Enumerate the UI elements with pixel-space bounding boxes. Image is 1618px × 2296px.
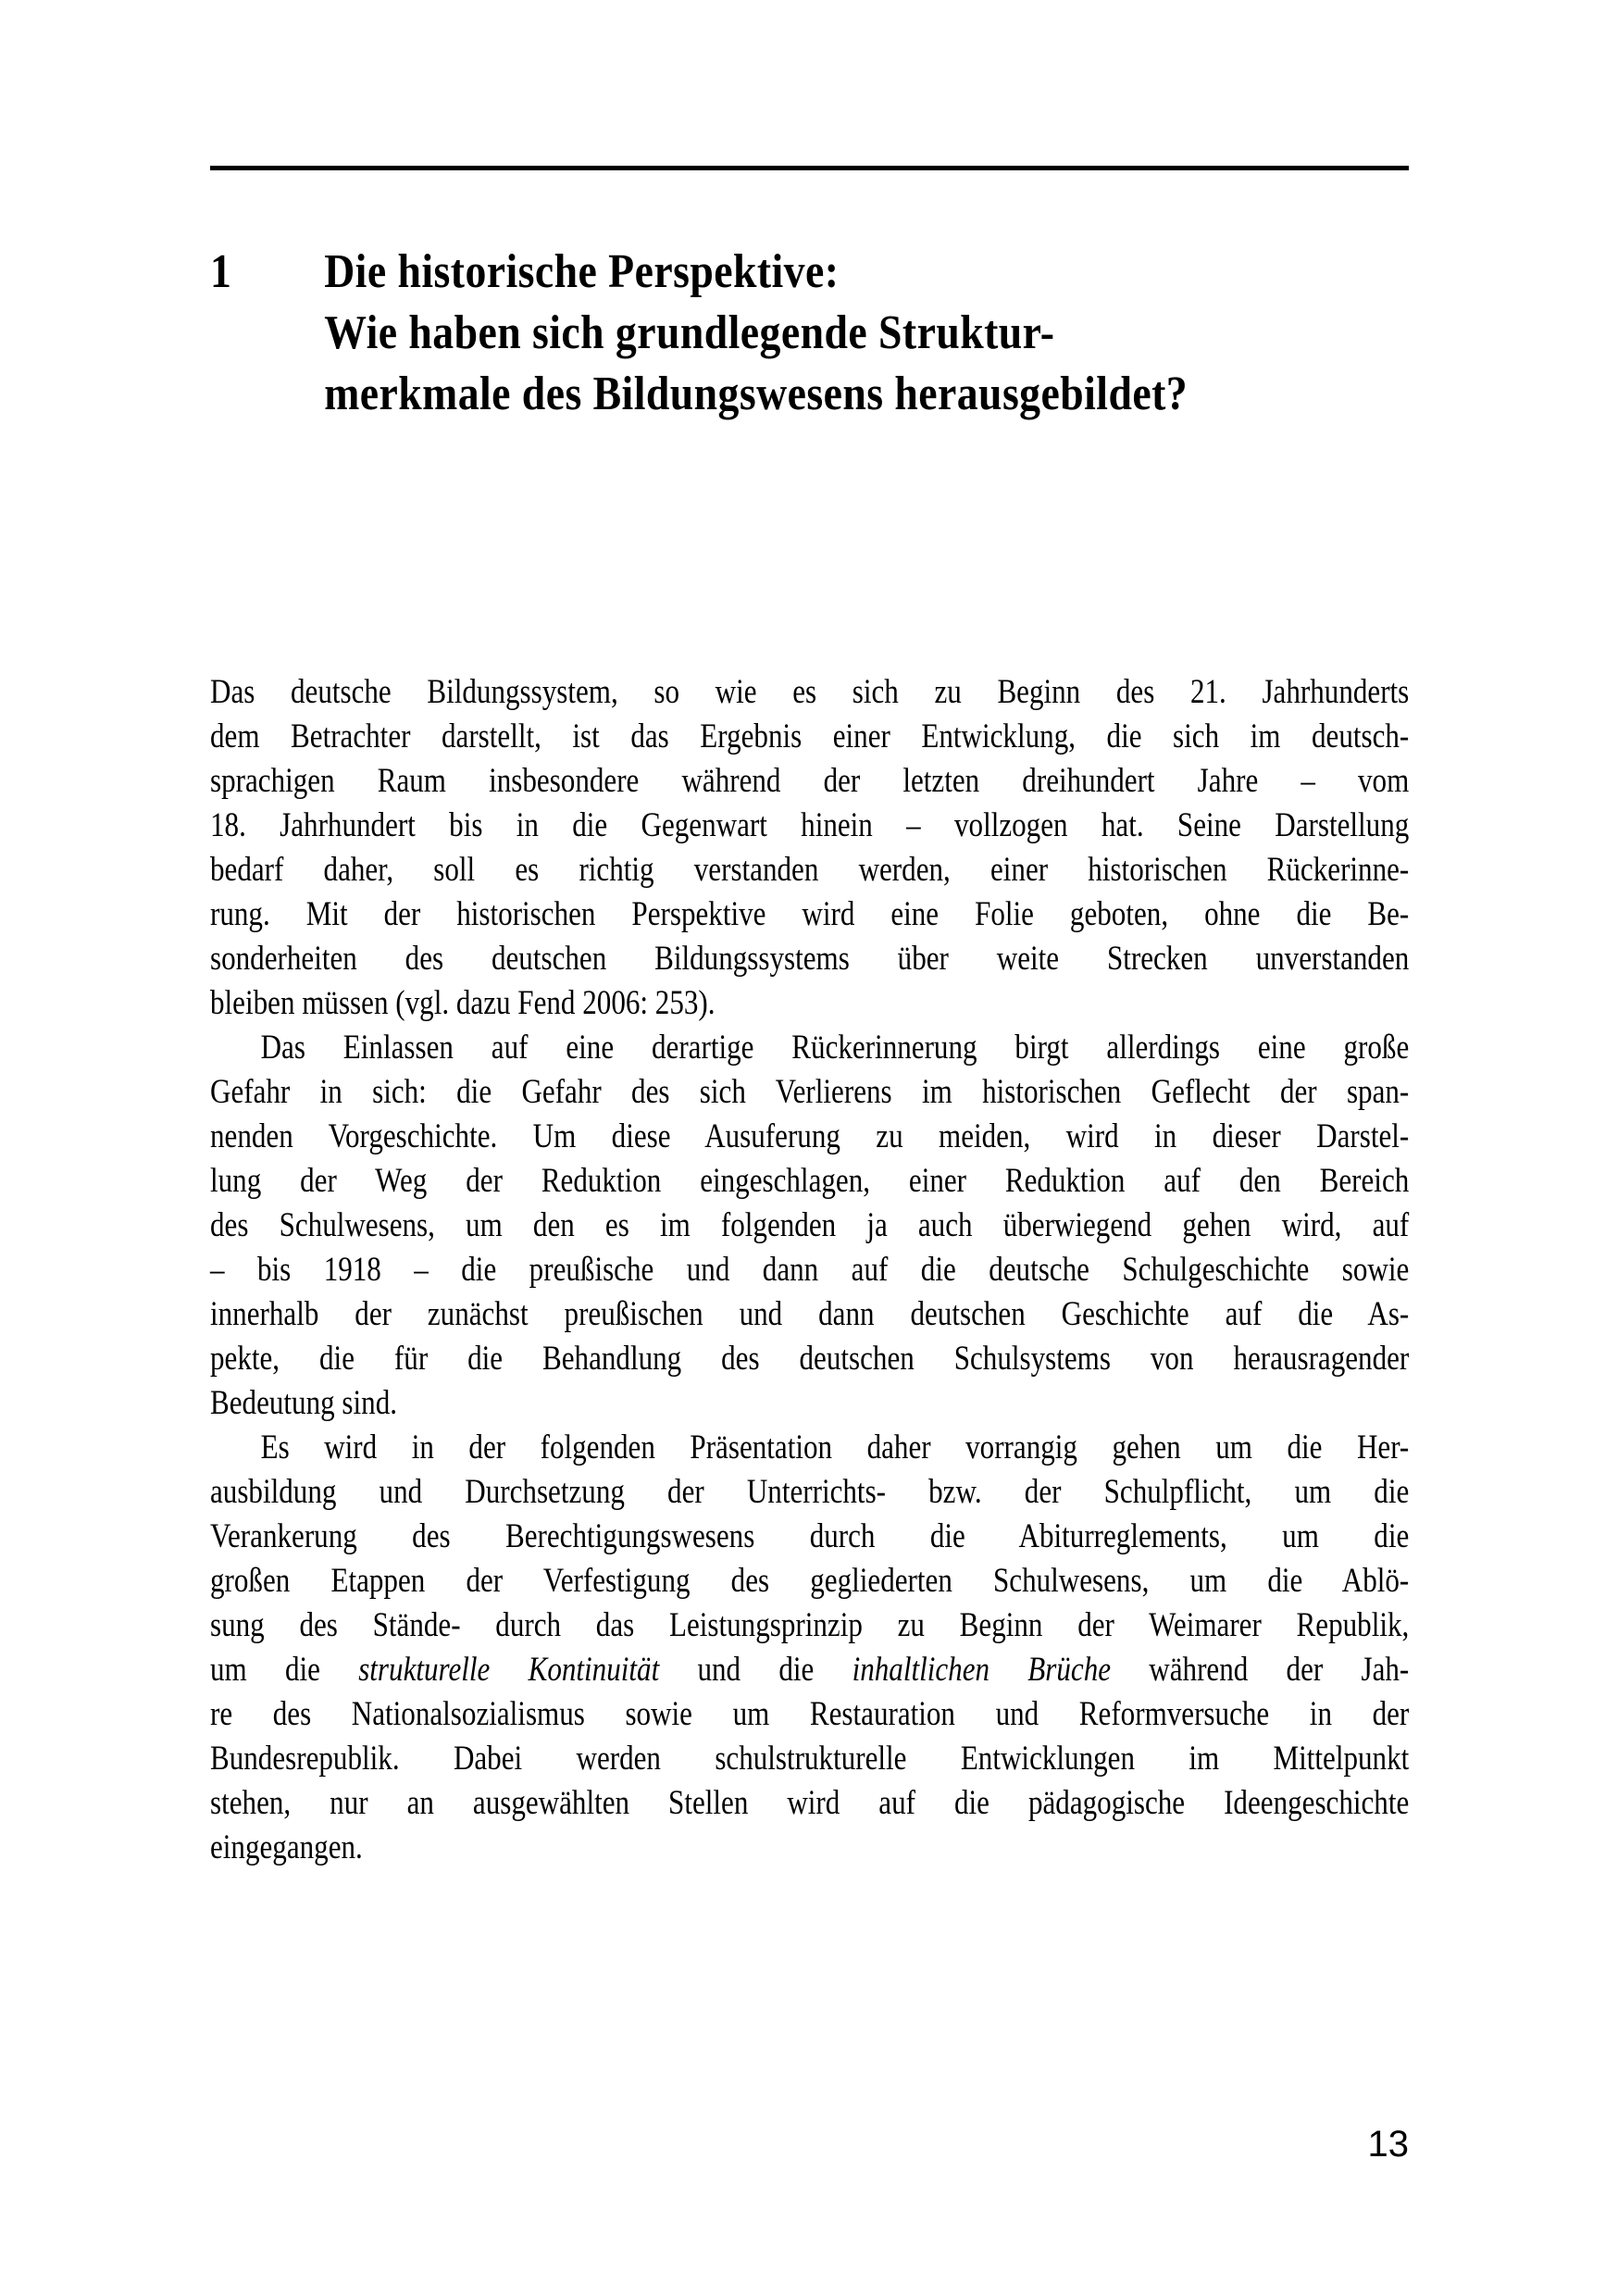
body-line: des Schulwesens, um den es im folgenden ja auch überwiegend gehen wird, auf [210,1206,1410,1244]
body-line: bleiben müssen (vgl. dazu Fend 2006: 253). [210,984,716,1022]
chapter-number: 1 [210,245,232,298]
body-line: nenden Vorgeschichte. Um diese Ausuferung zu meiden, wird in dieser Darstel- [210,1117,1410,1155]
chapter-heading [210,242,1409,425]
page-number: 13 [1367,2124,1409,2165]
body-line: dem Betrachter darstellt, ist das Ergebnis einer Entwicklung, die sich im deutsch- [210,718,1410,755]
body-line: großen Etappen der Verfestigung des gegliederten Schulwesens, um die Ablö- [210,1562,1410,1600]
paragraph [210,670,1409,1026]
chapter-title [324,242,1409,425]
body-line: sung des Stände- durch das Leistungsprinzip zu Beginn der Weimarer Republik, [210,1606,1410,1644]
body-line: Verankerung des Berechtigungswesens durch die Abiturreglements, um die [210,1517,1410,1555]
body-line: Bundesrepublik. Dabei werden schulstrukturelle Entwicklungen im Mittelpunkt [210,1740,1410,1778]
body-line: bedarf daher, soll es richtig verstanden werden, einer historischen Rückerinne- [210,851,1410,889]
body-line: rung. Mit der historischen Perspektive wird eine Folie geboten, ohne die Be- [210,895,1410,933]
body-line: Bedeutung sind. [210,1384,398,1422]
body-text [210,670,1409,1870]
body-line: sonderheiten des deutschen Bildungssystems über weite Strecken unverstanden [210,940,1410,978]
body-line: um die strukturelle Kontinuität und die inhaltlichen Brüche während der Jah- [210,1651,1410,1689]
body-line: – bis 1918 – die preußische und dann auf die deutsche Schulgeschichte sowie [210,1251,1410,1289]
paragraph [210,1026,1409,1426]
body-line: sprachigen Raum insbesondere während der letzten dreihundert Jahre – vom [210,762,1410,800]
body-line: ausbildung und Durchsetzung der Unterrichts- bzw. der Schulpflicht, um die [210,1473,1410,1511]
paragraph [210,1426,1409,1870]
body-line: Es wird in der folgenden Präsentation daher vorrangig gehen um die Her- [260,1429,1410,1466]
header-rule [210,166,1409,170]
body-line: Das deutsche Bildungssystem, so wie es sich zu Beginn des 21. Jahrhunderts [210,673,1410,711]
body-line: innerhalb der zunächst preußischen und dann deutschen Geschichte auf die As- [210,1295,1410,1333]
body-line: re des Nationalsozialismus sowie um Restauration und Reformversuche in der [210,1695,1410,1733]
body-line: stehen, nur an ausgewählten Stellen wird auf die pädagogische Ideengeschichte [210,1784,1410,1822]
chapter-title-line: Wie haben sich grundlegende Struktur- [324,306,1055,359]
body-line: Das Einlassen auf eine derartige Rückerinnerung birgt allerdings eine große [260,1029,1410,1067]
chapter-title-line: merkmale des Bildungswesens herausgebildet? [324,368,1189,420]
body-line: pekte, die für die Behandlung des deutschen Schulsystems von herausragender [210,1340,1410,1378]
body-line: eingegangen. [210,1828,363,1866]
chapter-title-line: Die historische Perspektive: [324,245,840,298]
body-line: lung der Weg der Reduktion eingeschlagen, einer Reduktion auf den Bereich [210,1162,1410,1200]
body-line: Gefahr in sich: die Gefahr des sich Verlierens im historischen Geflecht der span- [210,1073,1410,1111]
body-line: 18. Jahrhundert bis in die Gegenwart hinein – vollzogen hat. Seine Darstellung [210,806,1410,844]
